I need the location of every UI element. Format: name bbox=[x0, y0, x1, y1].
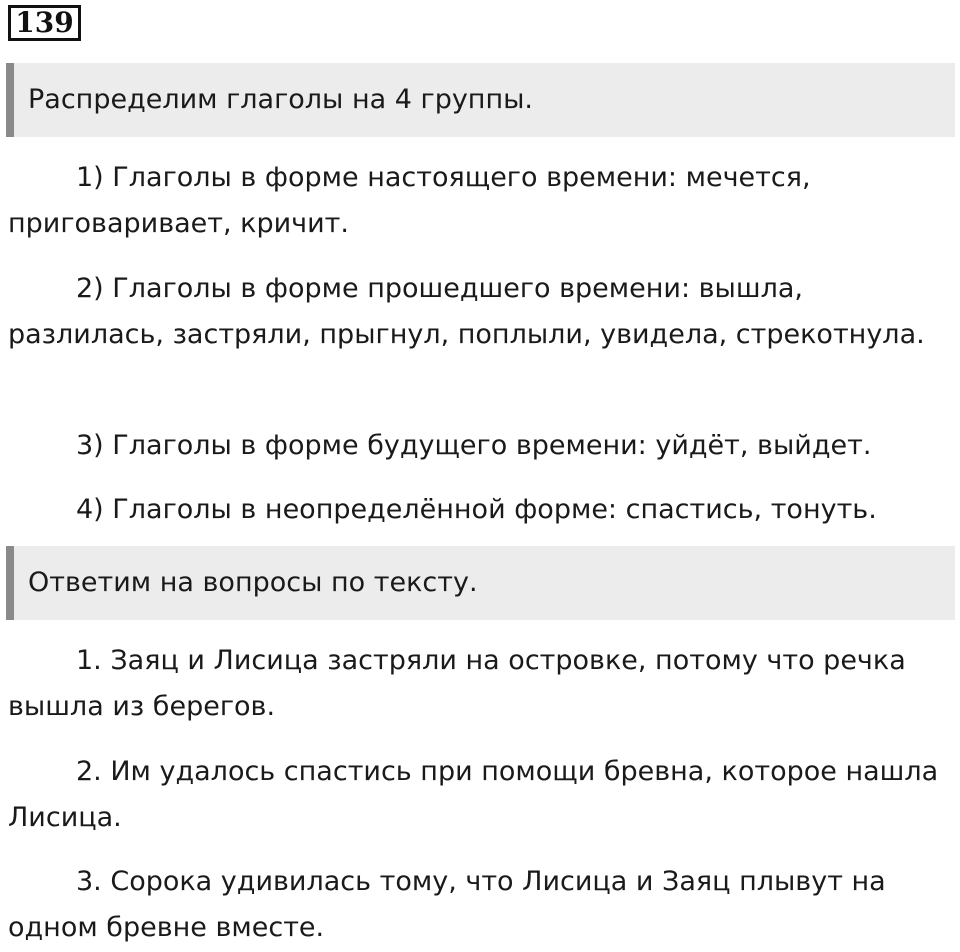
verb-group-past: 2) Глаголы в форме прошедшего времени: вышла, разлилась, застряли, прыгнул, поплыли, увидела, стрекотнула. bbox=[8, 273, 925, 350]
section-heading-band-questions bbox=[6, 546, 955, 620]
verb-group-infinitive: 4) Глаголы в неопределённой форме: спастись, тонуть. bbox=[76, 494, 877, 525]
answer-3: 3. Сорока удивилась тому, что Лисица и Заяц плывут на одном бревне вместе. bbox=[8, 866, 886, 943]
answer-2: 2. Им удалось спастись при помощи бревна, которое нашла Лисица. bbox=[8, 756, 939, 833]
section-heading-groups: Распределим глаголы на 4 группы. bbox=[28, 84, 534, 115]
section-heading-band-groups bbox=[6, 63, 955, 137]
section-heading-questions: Ответим на вопросы по тексту. bbox=[28, 567, 478, 598]
verb-group-present: 1) Глаголы в форме настоящего времени: мечется, приговаривает, кричит. bbox=[8, 162, 811, 239]
answer-1: 1. Заяц и Лисица застряли на островке, потому что речка вышла из берегов. bbox=[8, 645, 906, 722]
task-number-box: 139 bbox=[8, 5, 81, 41]
verb-group-future: 3) Глаголы в форме будущего времени: уйдёт, выйдет. bbox=[76, 430, 872, 461]
